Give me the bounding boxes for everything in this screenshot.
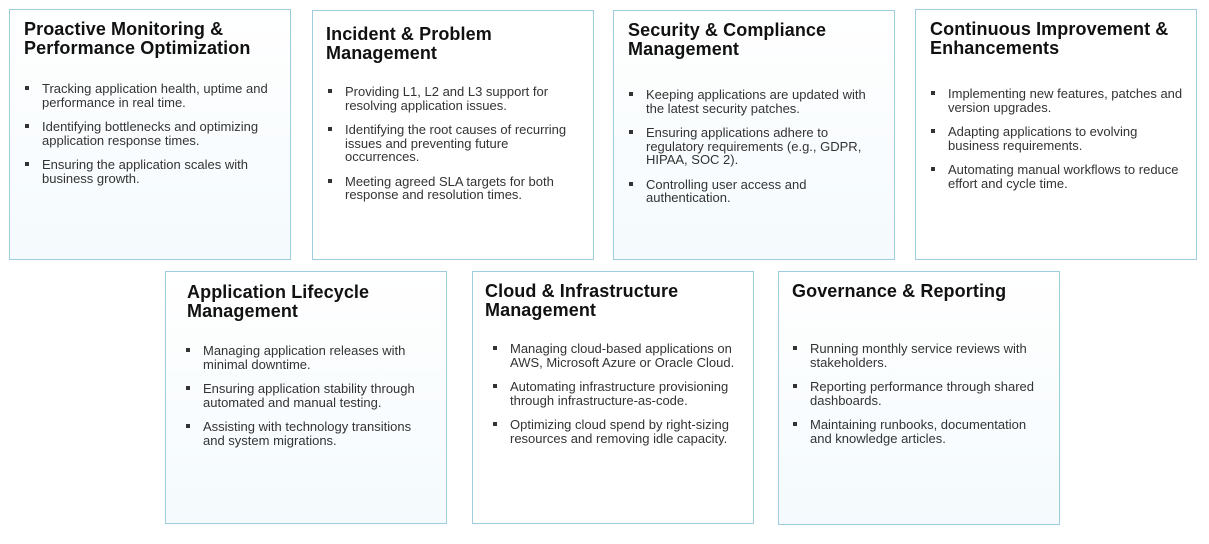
bullet-icon xyxy=(328,127,332,131)
list-item-text: Identifying the root causes of recurring issues and preventing future occurrences. xyxy=(345,122,567,164)
list-item xyxy=(930,163,1185,190)
list-item-text: Ensuring applications adhere to regulatory requirements (e.g., GDPR, HIPAA, SOC 2). xyxy=(646,125,862,167)
bullet-icon xyxy=(493,346,497,350)
bullet-icon xyxy=(25,86,29,90)
list-item xyxy=(185,420,435,447)
list-item-text: Maintaining runbooks, documentation and knowledge articles. xyxy=(810,417,1027,446)
list-item xyxy=(185,344,435,371)
bullet-icon xyxy=(186,386,190,390)
card-proactive-monitoring xyxy=(9,9,291,260)
list-item-text: Keeping applications are updated with the latest security patches. xyxy=(646,87,866,116)
list-item xyxy=(492,418,742,445)
list-item-text: Adapting applications to evolving business requirements. xyxy=(948,124,1138,153)
bullet-icon xyxy=(328,89,332,93)
card-governance-reporting xyxy=(778,271,1060,525)
bullet-icon xyxy=(931,167,935,171)
list-item xyxy=(24,158,279,185)
list-item-text: Controlling user access and authentication. xyxy=(646,176,807,205)
list-item xyxy=(930,87,1185,114)
card-continuous-improvement xyxy=(915,9,1197,260)
list-item-text: Meeting agreed SLA targets for both response and resolution times. xyxy=(345,173,554,202)
list-item-text: Reporting performance through shared dashboards. xyxy=(810,379,1035,408)
list-item-text: Providing L1, L2 and L3 support for resolving application issues. xyxy=(345,84,549,113)
card-list xyxy=(185,344,435,458)
list-item-text: Running monthly service reviews with stakeholders. xyxy=(810,341,1027,370)
bullet-icon xyxy=(629,130,633,134)
list-item-text: Managing application releases with minimal downtime. xyxy=(203,343,406,372)
bullet-icon xyxy=(793,422,797,426)
list-item-text: Optimizing cloud spend by right-sizing resources and removing idle capacity. xyxy=(510,417,729,446)
card-security-compliance xyxy=(613,10,895,260)
list-item xyxy=(24,120,279,147)
card-list xyxy=(792,342,1047,456)
list-item-text: Identifying bottlenecks and optimizing application response times. xyxy=(42,119,259,148)
card-title: Proactive Monitoring & Performance Optimization xyxy=(24,19,251,58)
list-item-text: Implementing new features, patches and version upgrades. xyxy=(948,86,1183,115)
list-item xyxy=(628,178,883,205)
list-item-text: Ensuring the application scales with business growth. xyxy=(42,157,248,186)
bullet-icon xyxy=(931,91,935,95)
card-title: Governance & Reporting xyxy=(792,281,1007,301)
card-list xyxy=(327,85,577,213)
list-item xyxy=(327,175,577,202)
list-item xyxy=(492,380,742,407)
card-title: Continuous Improvement & Enhancements xyxy=(930,19,1169,58)
bullet-icon xyxy=(793,384,797,388)
card-list xyxy=(492,342,742,456)
card-title: Incident & Problem Management xyxy=(326,24,492,63)
card-title: Application Lifecycle Management xyxy=(187,282,370,321)
card-list xyxy=(24,82,279,196)
bullet-icon xyxy=(328,179,332,183)
bullet-icon xyxy=(25,124,29,128)
card-incident-problem xyxy=(312,10,594,260)
list-item-text: Automating infrastructure provisioning through infrastructure-as-code. xyxy=(510,379,729,408)
list-item-text: Assisting with technology transitions and system migrations. xyxy=(203,419,412,448)
list-item-text: Tracking application health, uptime and performance in real time. xyxy=(42,81,268,110)
card-title: Security & Compliance Management xyxy=(628,20,827,59)
bullet-icon xyxy=(493,422,497,426)
list-item xyxy=(327,85,577,112)
list-item xyxy=(185,382,435,409)
bullet-icon xyxy=(629,182,633,186)
list-item xyxy=(792,418,1047,445)
list-item xyxy=(24,82,279,109)
bullet-icon xyxy=(493,384,497,388)
bullet-icon xyxy=(629,92,633,96)
list-item xyxy=(628,126,883,167)
list-item-text: Managing cloud-based applications on AWS, Microsoft Azure or Oracle Cloud. xyxy=(510,341,735,370)
bullet-icon xyxy=(186,348,190,352)
list-item xyxy=(930,125,1185,152)
bullet-icon xyxy=(931,129,935,133)
bullet-icon xyxy=(793,346,797,350)
list-item xyxy=(327,123,577,164)
list-item xyxy=(628,88,883,115)
card-cloud-infrastructure xyxy=(472,271,754,524)
list-item-text: Ensuring application stability through automated and manual testing. xyxy=(203,381,415,410)
list-item-text: Automating manual workflows to reduce effort and cycle time. xyxy=(948,162,1179,191)
bullet-icon xyxy=(25,162,29,166)
card-application-lifecycle xyxy=(165,271,447,524)
card-list xyxy=(628,88,883,216)
list-item xyxy=(792,342,1047,369)
card-title: Cloud & Infrastructure Management xyxy=(485,281,679,320)
list-item xyxy=(792,380,1047,407)
list-item xyxy=(492,342,742,369)
bullet-icon xyxy=(186,424,190,428)
card-list xyxy=(930,87,1185,201)
